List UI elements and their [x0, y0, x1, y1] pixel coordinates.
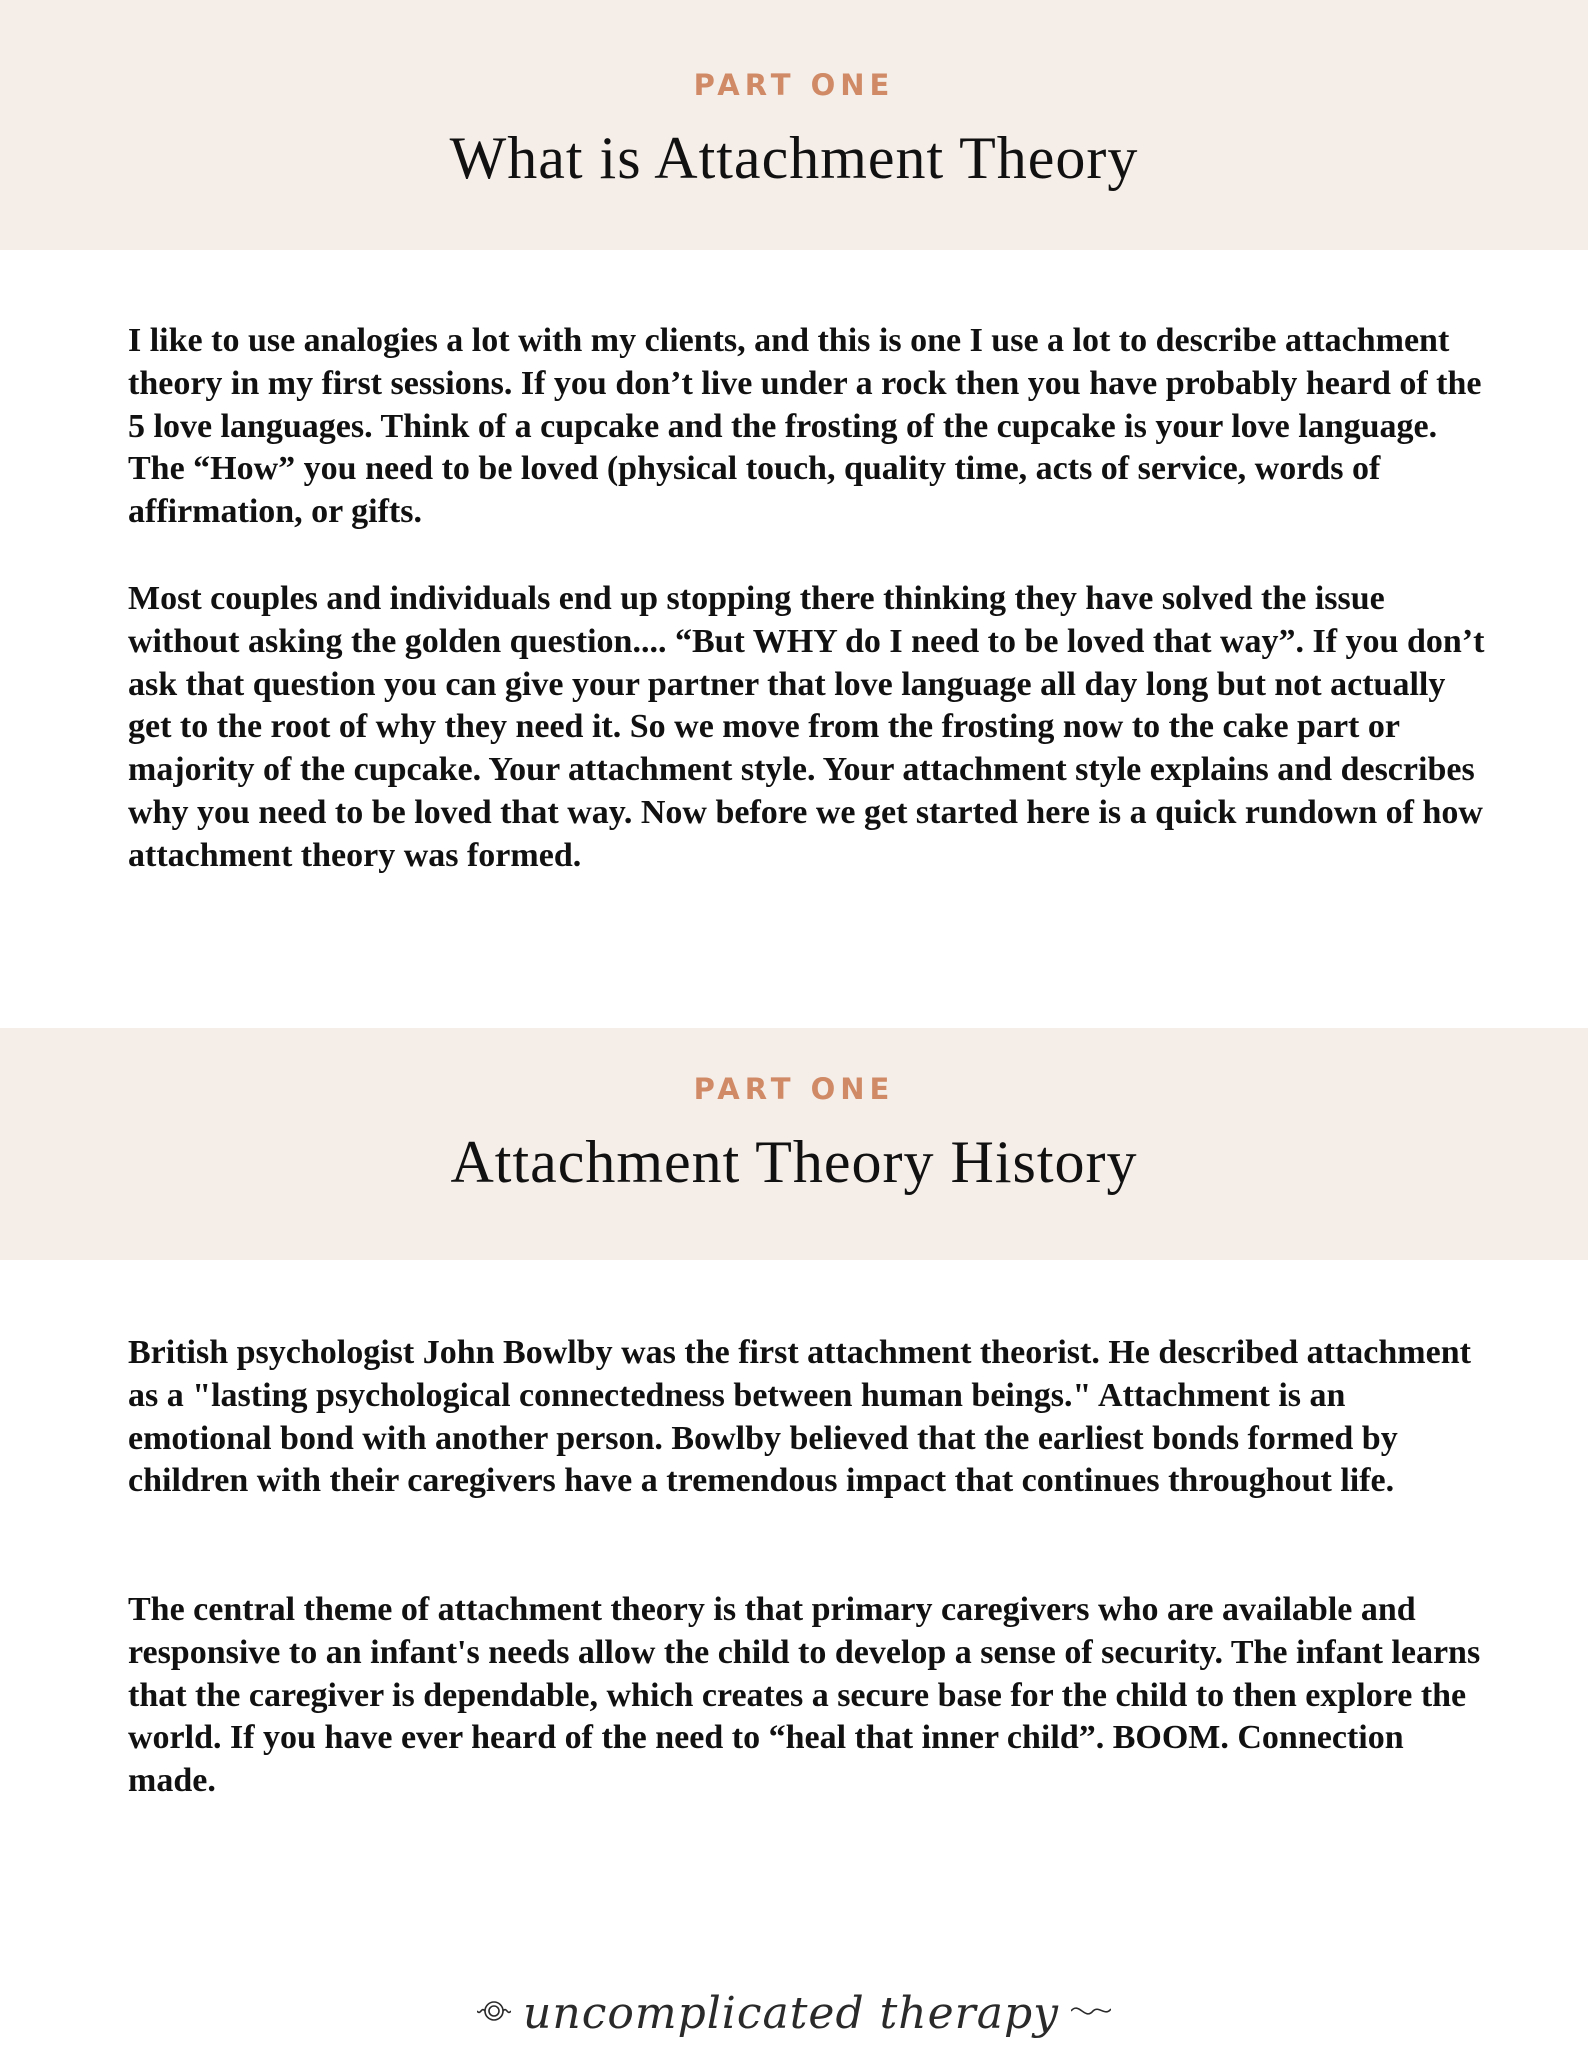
body-paragraph: I like to use analogies a lot with my clients, and this is one I use a lot to describe attachment theory in my first sessions. If you don’t live under a rock then you have probably heard of the 5 love languages. Think of a cupcake and the frosting of the cupcake is your love language. The “How” you need to be loved (physical touch, quality time, acts of service, words of affirmation, or gifts. [128, 322, 1482, 531]
body-paragraph: Most couples and individuals end up stopping there thinking they have solved the issue without asking the golden question.... “But WHY do I need to be loved that way”. If you don’t ask that question you can give your partner that love language all day long but not actually get to the root of why they need it. So we move from the frosting now to the cake part or majority of the cupcake. Your attachment style. Your attachment style explains and describes why you need to be loved that way. Now before we get started here is a quick rundown of how attachment theory was formed. [128, 580, 1485, 874]
scribble-flower-icon [477, 1996, 511, 2031]
body-paragraph: British psychologist John Bowlby was the first attachment theorist. He described attachment as a "lasting psychological connectedness between human beings." Attachment is an emotional bond with another person. Bowlby believed that the earliest bonds formed by children with their caregivers have a tremendous impact that continues throughout life. [128, 1334, 1471, 1500]
section-title: What is Attachment Theory [449, 125, 1139, 191]
footer-logo [0, 1978, 1588, 2048]
section-eyebrow: PART ONE [693, 68, 895, 102]
body-paragraph: The central theme of attachment theory is that primary caregivers who are available and responsive to an infant's needs allow the child to develop a sense of security. The infant learns that the caregiver is dependable, which creates a secure base for the child to then explore the world. If you have ever heard of the need to “heal that inner child”. BOOM. Connection made. [128, 1591, 1481, 1800]
swash-icon [1071, 2001, 1111, 2026]
section-eyebrow: PART ONE [693, 1072, 895, 1106]
section-title: Attachment Theory History [450, 1129, 1138, 1195]
footer-logo-text: uncomplicated therapy [523, 1987, 1059, 2039]
